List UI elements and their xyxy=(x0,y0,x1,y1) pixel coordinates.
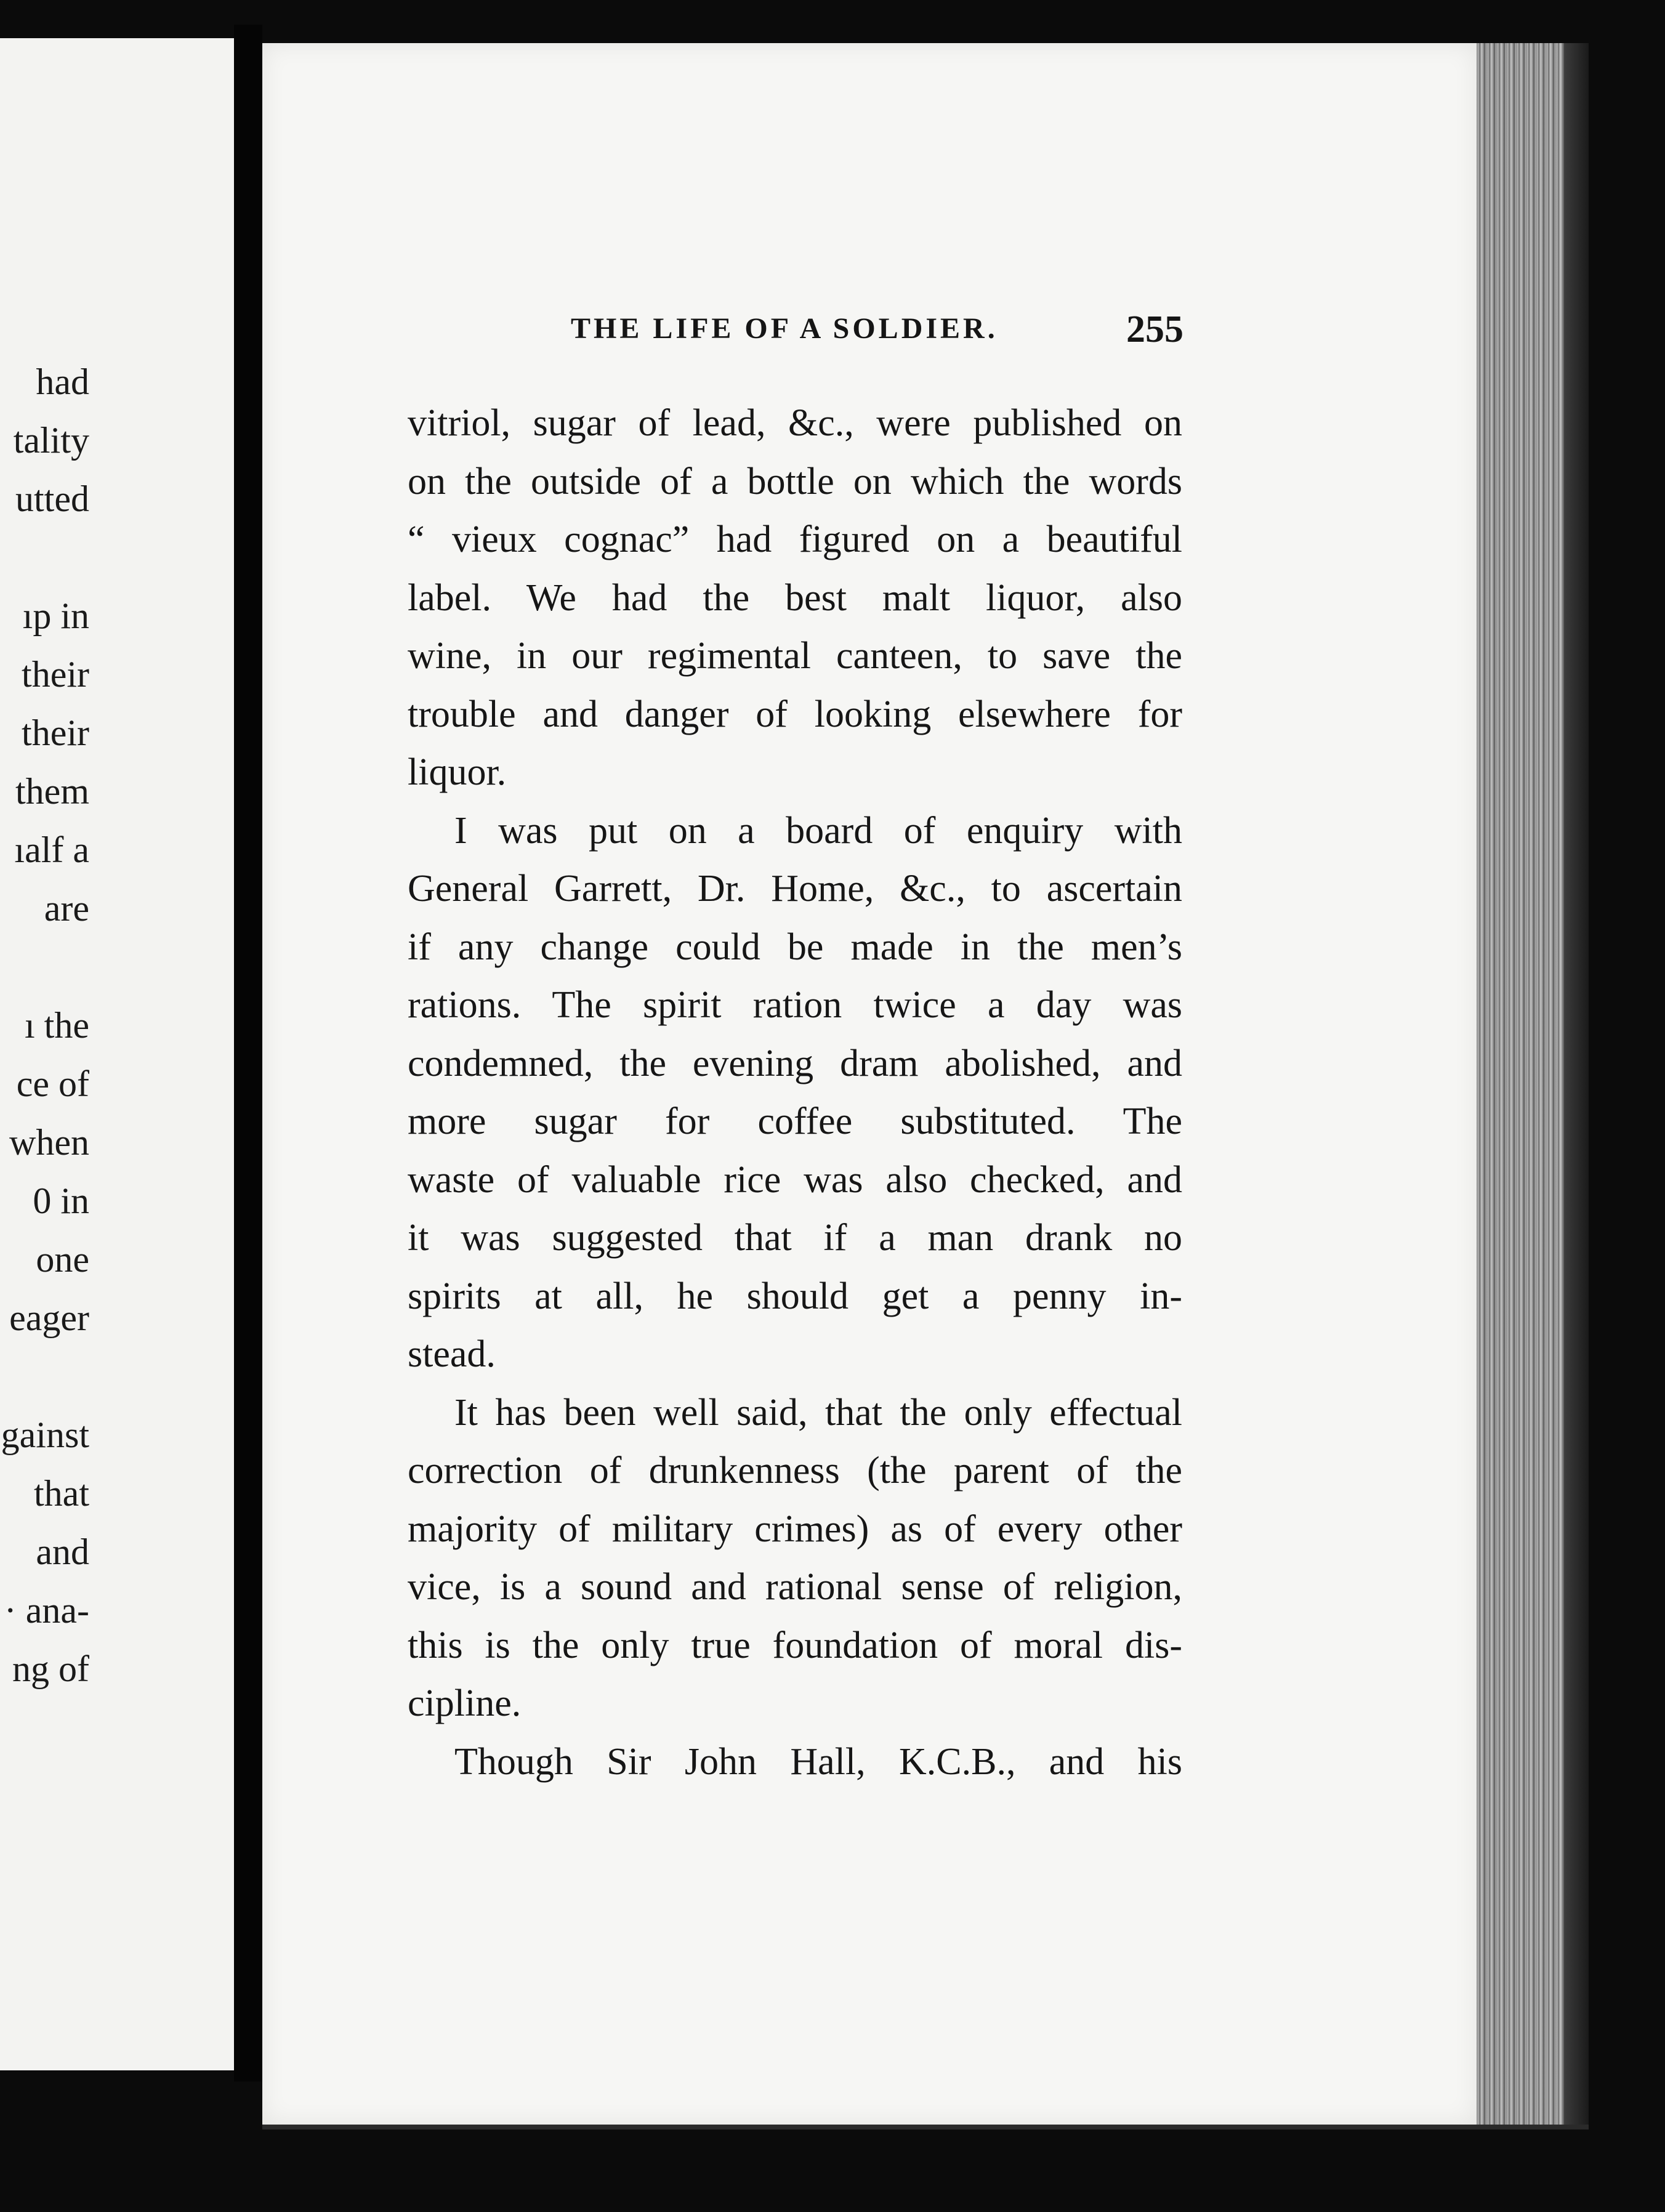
previous-page-line: utted xyxy=(15,478,89,519)
previous-page-line: 0 in xyxy=(33,1181,89,1221)
text-line: I was put on a board of enquiry with xyxy=(454,809,1182,852)
previous-page-line: ce of xyxy=(16,1064,89,1104)
text-line: on the outside of a bottle on which the words xyxy=(408,460,1182,503)
previous-page-line: gainst xyxy=(1,1415,89,1455)
previous-page-line: · ana- xyxy=(4,1590,89,1631)
previous-page-line: had xyxy=(36,361,89,402)
text-line: vice, is a sound and rational sense of religion, xyxy=(408,1566,1182,1608)
text-line: condemned, the evening dram abolished, and xyxy=(408,1042,1182,1084)
previous-page-line: ng of xyxy=(12,1649,89,1689)
text-line: cipline. xyxy=(408,1682,522,1724)
previous-page-line: one xyxy=(36,1239,89,1280)
text-line: if any change could be made in the men’s xyxy=(408,926,1182,968)
previous-page-line: ıalf a xyxy=(14,830,89,870)
previous-page xyxy=(0,38,234,2070)
text-line: It has been well said, that the only effectual xyxy=(454,1391,1182,1434)
running-head: THE LIFE OF A SOLDIER. xyxy=(571,312,998,345)
previous-page-line: that xyxy=(34,1473,89,1514)
book-edge-shadow xyxy=(1564,43,1589,2125)
text-line: more sugar for coffee substituted. The xyxy=(408,1100,1182,1142)
text-line: trouble and danger of looking elsewhere for xyxy=(408,693,1182,735)
text-line: this is the only true foundation of moral dis- xyxy=(408,1624,1182,1666)
text-line: vitriol, sugar of lead, &c., were published on xyxy=(408,402,1182,444)
text-line: label. We had the best malt liquor, also xyxy=(408,576,1182,619)
previous-page-line: and xyxy=(36,1532,89,1572)
text-line: wine, in our regimental canteen, to save the xyxy=(408,635,1182,677)
text-line: liquor. xyxy=(408,751,507,793)
previous-page-line: their xyxy=(22,712,89,753)
previous-page-line: ı the xyxy=(25,1005,89,1046)
text-line: correction of drunkenness (the parent of the xyxy=(408,1450,1182,1491)
text-line: General Garrett, Dr. Home, &c., to ascertain xyxy=(408,868,1182,910)
body-text xyxy=(408,394,1182,1791)
text-line: stead. xyxy=(408,1333,496,1375)
text-line: it was suggested that if a man drank no xyxy=(408,1217,1182,1259)
previous-page-line: tality xyxy=(13,420,89,461)
previous-page-line: are xyxy=(44,888,89,929)
previous-page-line: when xyxy=(9,1122,89,1163)
text-line: Though Sir John Hall, K.C.B., and his xyxy=(454,1740,1182,1783)
previous-page-line: ıp in xyxy=(22,595,89,636)
text-line: majority of military crimes) as of every other xyxy=(408,1508,1182,1550)
text-line: “ vieux cognac” had figured on a beautiful xyxy=(408,519,1182,560)
previous-page-line: their xyxy=(22,654,89,695)
page-number: 255 xyxy=(1126,309,1183,350)
text-line: spirits at all, he should get a penny in- xyxy=(408,1275,1182,1317)
book-gutter xyxy=(234,25,262,2081)
text-line: rations. The spirit ration twice a day was xyxy=(408,984,1182,1026)
previous-page-line: eager xyxy=(9,1298,89,1338)
previous-page-line: them xyxy=(15,771,89,812)
page-bottom-edge xyxy=(262,2125,1589,2129)
text-line: waste of valuable rice was also checked, and xyxy=(408,1158,1182,1201)
